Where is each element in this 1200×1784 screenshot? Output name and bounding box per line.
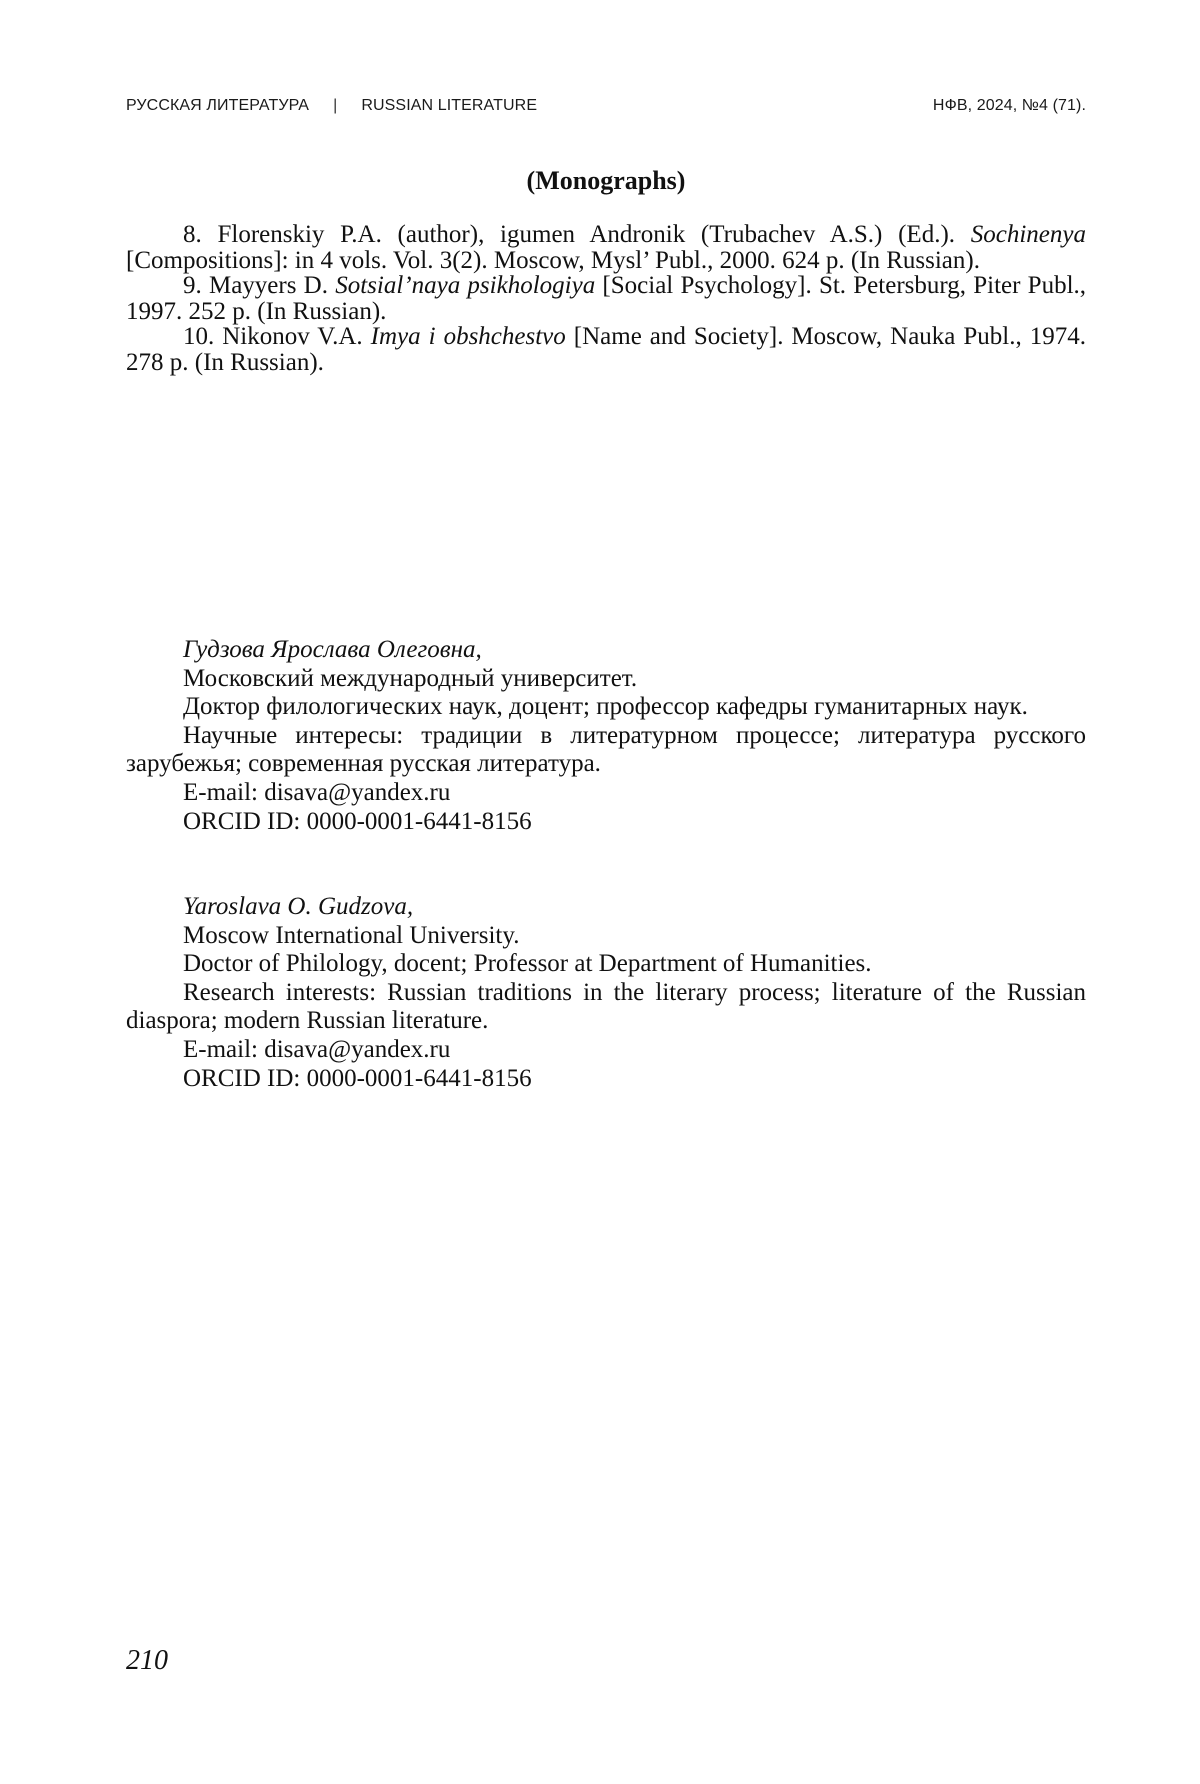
author-name-en: Yaroslava O. Gudzova, xyxy=(183,893,414,920)
reference-item xyxy=(126,273,1086,324)
running-header-section xyxy=(126,97,537,115)
author-position-ru: Доктор филологических наук, доцент; профессор кафедры гуманитарных наук. xyxy=(183,693,1028,721)
references-heading: (Monographs) xyxy=(526,166,686,195)
author-orcid-en: ORCID ID: 0000-0001-6441-8156 xyxy=(183,1064,532,1092)
author-name-ru: Гудзова Ярослава Олеговна, xyxy=(183,636,482,663)
author-affiliation-ru: Московский международный университет. xyxy=(183,664,638,692)
reference-details: [Name and Society]. Moscow, Nauka Publ., 1974. 278 p. (In Russian). xyxy=(126,323,1086,376)
reference-authors: 9. Mayyers D. xyxy=(183,272,336,300)
journal-issue: НФВ, 2024, №4 (71). xyxy=(932,97,1086,114)
author-email-ru: E-mail: disava@yandex.ru xyxy=(183,778,451,806)
author-orcid-ru: ORCID ID: 0000-0001-6441-8156 xyxy=(183,807,532,835)
reference-item xyxy=(126,324,1086,375)
header-separator: | xyxy=(333,97,338,114)
author-info-en xyxy=(126,893,1086,1093)
author-affiliation-en: Moscow International University. xyxy=(183,921,520,949)
reference-details: [Compositions]: in 4 vols. Vol. 3(2). Moscow, Mysl’ Publ., 2000. 624 p. (In Russian). xyxy=(126,246,980,274)
reference-item xyxy=(126,222,1086,273)
reference-details: [Social Psychology]. St. Petersburg, Piter Publ., 1997. 252 p. (In Russian). xyxy=(126,272,1087,325)
reference-authors: 8. Florenskiy P.A. (author), igumen Andronik (Trubachev A.S.) (Ed.). xyxy=(183,221,971,248)
author-interests-en: Research interests: Russian traditions in the literary process; literature of the Russian diaspora; modern Russian literature. xyxy=(126,978,1086,1035)
reference-title: Imya i obshchestvo xyxy=(370,323,566,351)
author-info-ru xyxy=(126,636,1086,836)
reference-authors: 10. Nikonov V.A. xyxy=(183,323,371,351)
author-email-en: E-mail: disava@yandex.ru xyxy=(183,1035,451,1063)
page-number: 210 xyxy=(126,1645,168,1676)
reference-title: Sochinenya xyxy=(970,221,1086,248)
running-header xyxy=(126,94,1086,118)
reference-title: Sotsial’naya psikhologiya xyxy=(335,272,596,300)
section-title-en: RUSSIAN LITERATURE xyxy=(361,97,538,114)
section-title-ru: РУССКАЯ ЛИТЕРАТУРА xyxy=(126,97,310,114)
author-position-en: Doctor of Philology, docent; Professor at Department of Humanities. xyxy=(183,950,872,978)
author-interests-ru: Научные интересы: традиции в литературном процессе; литература русского зарубежья; современная русская литература. xyxy=(126,721,1086,778)
reference-list xyxy=(126,222,1086,376)
